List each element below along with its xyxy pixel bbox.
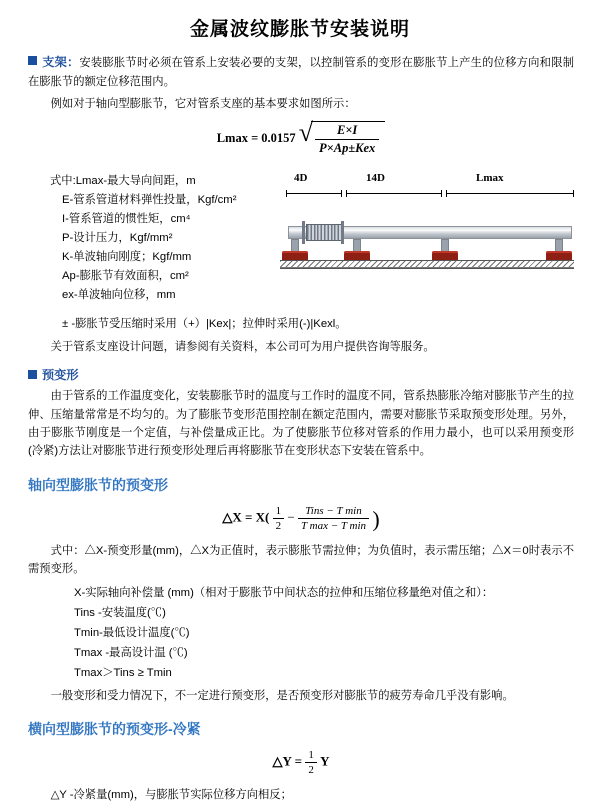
bellows-expansion-joint	[306, 224, 342, 241]
legend-item: E-管系管道材料弹性投量，Kgf/cm²	[62, 194, 237, 207]
lateral-equation-lhs: △Y =	[272, 753, 303, 769]
diagram-label-lmax: Lmax	[476, 172, 504, 185]
lmax-formula	[28, 118, 574, 156]
lmax-denominator: P×Ap±Kex	[318, 141, 376, 156]
axial-equation-minus: −	[287, 509, 295, 525]
legend-column	[28, 166, 280, 309]
legend-list	[28, 172, 280, 305]
legend-item: ex-单波轴向位移，mm	[62, 289, 176, 302]
legend-item: I-管系管道的惯性矩，cm⁴	[62, 213, 191, 226]
support-heading: 支架：	[42, 55, 80, 69]
axial-equation-description: 式中：△X-预变形量(mm)，△X为正值时，表示膨胀节需拉伸；为负值时，表示需压缩；△X＝0时表示不需预变形。	[28, 545, 574, 576]
legend-item: K-单波轴向刚度；Kgf/mm	[62, 251, 192, 264]
predeform-section-heading	[28, 366, 574, 383]
diagram-dimension-labels	[280, 172, 574, 188]
legend-and-figure-row	[28, 166, 574, 309]
square-root-icon: √ $\frac{E\times I}{\text{P×Ap±Kex}}$	[299, 121, 386, 156]
lateral-equation-rhs: Y	[320, 753, 330, 769]
lmax-formula-expression	[216, 118, 386, 156]
axial-note-item: Tmax -最高设计温 (℃)	[74, 646, 188, 659]
lmax-formula-lhs: Lmax = 0.0157	[216, 131, 296, 146]
blue-square-bullet-icon	[28, 370, 37, 379]
diagram-dimension-lines	[280, 188, 574, 200]
lateral-equation-description: △Y -冷紧量(mm)，与膨胀节实际位移方向相反；	[50, 789, 292, 802]
document-page	[0, 14, 600, 802]
axial-subsection-heading: 轴向型膨胀节的预变形	[28, 476, 168, 493]
pipe-support-guide-2	[432, 239, 458, 261]
support-paragraph-1: 安装膨胀节时必须在管系上安装必要的支架，以控制管系的变形在膨胀节上产生的位移方向和限制在膨胀节的额定位移范围内。	[28, 57, 574, 88]
diagram-label-4d: 4D	[294, 172, 308, 185]
axial-note-item: Tins -安装温度(℃)	[74, 606, 166, 619]
predeform-heading-label: 预变形	[42, 368, 79, 383]
support-closing-paragraph: 关于管系支座设计问题，请参阅有关资料，本公司可为用户提供咨询等服务。	[50, 341, 435, 354]
axial-note-item: X-实际轴向补偿量 (mm)（相对于膨胀节中间状态的拉伸和压缩位移量绝对值之和）：	[74, 586, 494, 599]
lateral-equation-coefficient: $\frac{1}{2}$	[305, 749, 317, 776]
legend-item: Ap-膨胀节有效面积，cm²	[62, 270, 189, 283]
piping-support-diagram	[280, 172, 574, 284]
axial-note-item: Tmax＞Tins ≥ Tmin	[74, 667, 172, 680]
lmax-fraction	[315, 123, 379, 156]
support-paragraph-2: 例如对于轴向型膨胀节，它对管系支座的基本要求如图所示：	[50, 98, 356, 111]
axial-equation-rhs: )	[372, 506, 380, 532]
lateral-subsection-heading: 横向型膨胀节的预变形-冷紧	[28, 721, 201, 738]
axial-equation-fraction: $\frac{\text{Tins − T min}}{\text{T max − T min}}$	[298, 505, 369, 532]
page-title: 金属波纹膨胀节安装说明	[189, 19, 410, 40]
dimension-line-14d	[346, 193, 442, 194]
axial-predeform-equation	[28, 505, 574, 532]
pipe-support-guide-3	[546, 239, 572, 261]
axial-note-item: Tmin-最低设计温度(℃)	[74, 626, 190, 639]
legend-item-intro: 式中:Lmax-最大导向间距，m	[50, 175, 196, 188]
pipe-support-anchor	[282, 239, 308, 261]
support-intro-paragraph	[28, 53, 574, 91]
axial-equation-lhs: △X = X(	[222, 509, 270, 525]
diagram-label-14d: 14D	[366, 172, 385, 185]
dimension-line-lmax	[446, 193, 574, 194]
axial-notes-list	[28, 583, 574, 683]
lateral-predeform-equation	[28, 749, 574, 776]
dimension-line-4d	[286, 193, 342, 194]
axial-equation-coefficient: $\frac{1}{2}$	[273, 505, 285, 532]
document-content	[0, 53, 600, 805]
lmax-numerator: E×I	[315, 123, 379, 140]
pipe-support-guide-1	[344, 239, 370, 261]
diagram-pipe-area	[280, 200, 574, 274]
predeform-paragraph-1: 由于管系的工作温度变化，安装膨胀节时的温度与工作时的温度不同，管系热膨胀冷缩对膨胀节产生的拉伸、压缩量常常是不均匀的。为了膨胀节变形范围控制在额定范围内，需要对膨胀节采取预变形处理。另外，由于膨胀节刚度是一个定值，与补偿量成正比。为了使膨胀节位移对管系的作用力最小，也可以采用预变形(冷紧)方法让对膨胀节进行预变形处理后再将膨胀节在变形状态下安装在管系中。	[28, 390, 574, 458]
legend-list-continued	[28, 315, 574, 334]
blue-square-bullet-icon	[28, 56, 37, 65]
axial-closing-paragraph: 一般变形和受力情况下，不一定进行预变形，是否预变形对膨胀节的疲劳寿命几乎没有影响。	[50, 690, 514, 703]
legend-item: P-设计压力，Kgf/mm²	[62, 232, 173, 245]
legend-item: ± -膨胀节受压缩时采用（+）|Kex|；拉伸时采用(-)|Kexl。	[62, 318, 347, 331]
